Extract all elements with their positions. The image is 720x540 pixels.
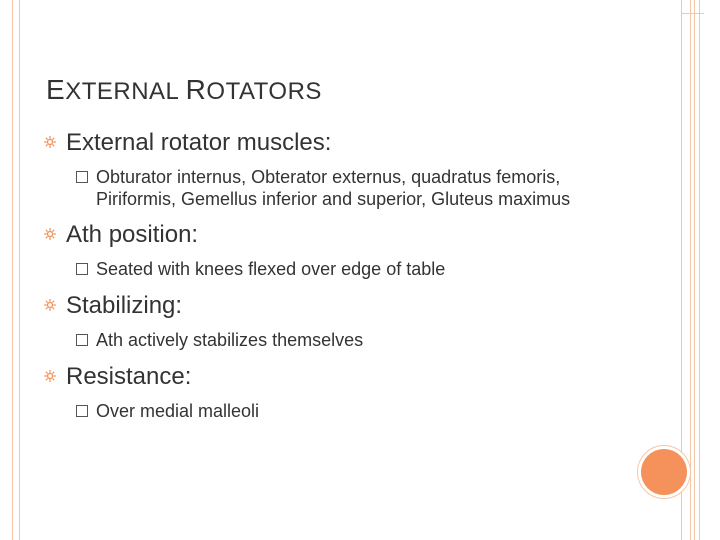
- sub-bullet-text: Obturator internus, Obterator externus, quadratus femoris, Piriformis, Gemellus inferior and superior, Gluteus maximus: [96, 167, 571, 209]
- bullet-text: Resistance:: [66, 363, 192, 390]
- bullet-item: [44, 291, 624, 321]
- sub-bullet-text: Ath actively stabilizes themselves: [96, 330, 364, 350]
- bullet-text: Stabilizing:: [66, 292, 183, 319]
- title-initial-2: R: [185, 74, 207, 105]
- bullet-text: External rotator muscles:: [66, 129, 332, 156]
- bullet-item: [44, 362, 624, 392]
- sub-bullet-item: [44, 329, 624, 351]
- slide-title: [46, 74, 322, 106]
- title-word-2: OTATORS: [206, 78, 322, 105]
- sun-icon: [44, 370, 56, 382]
- checkbox-icon: [76, 263, 88, 275]
- bullet-item: [44, 220, 624, 250]
- checkbox-icon: [76, 405, 88, 417]
- right-border-frame-inner: [694, 0, 700, 540]
- bullet-item: [44, 128, 624, 158]
- sub-bullet-item: [44, 166, 624, 210]
- bullet-list: [44, 128, 624, 422]
- sun-icon: [44, 228, 56, 240]
- sub-bullet-item: [44, 400, 624, 422]
- top-right-frame-cap: [681, 0, 704, 14]
- sub-bullet-text: Seated with knees flexed over edge of table: [96, 259, 446, 279]
- sub-bullet-text: Over medial malleoli: [96, 401, 260, 421]
- checkbox-icon: [76, 334, 88, 346]
- bullet-text: Ath position:: [66, 221, 199, 248]
- sun-icon: [44, 299, 56, 311]
- title-word-1: XTERNAL: [65, 78, 179, 105]
- sub-bullet-item: [44, 258, 624, 280]
- left-border-frame: [12, 0, 20, 540]
- sun-icon: [44, 136, 56, 148]
- checkbox-icon: [76, 171, 88, 183]
- decorative-circle: [641, 449, 687, 495]
- title-initial-1: E: [46, 74, 66, 105]
